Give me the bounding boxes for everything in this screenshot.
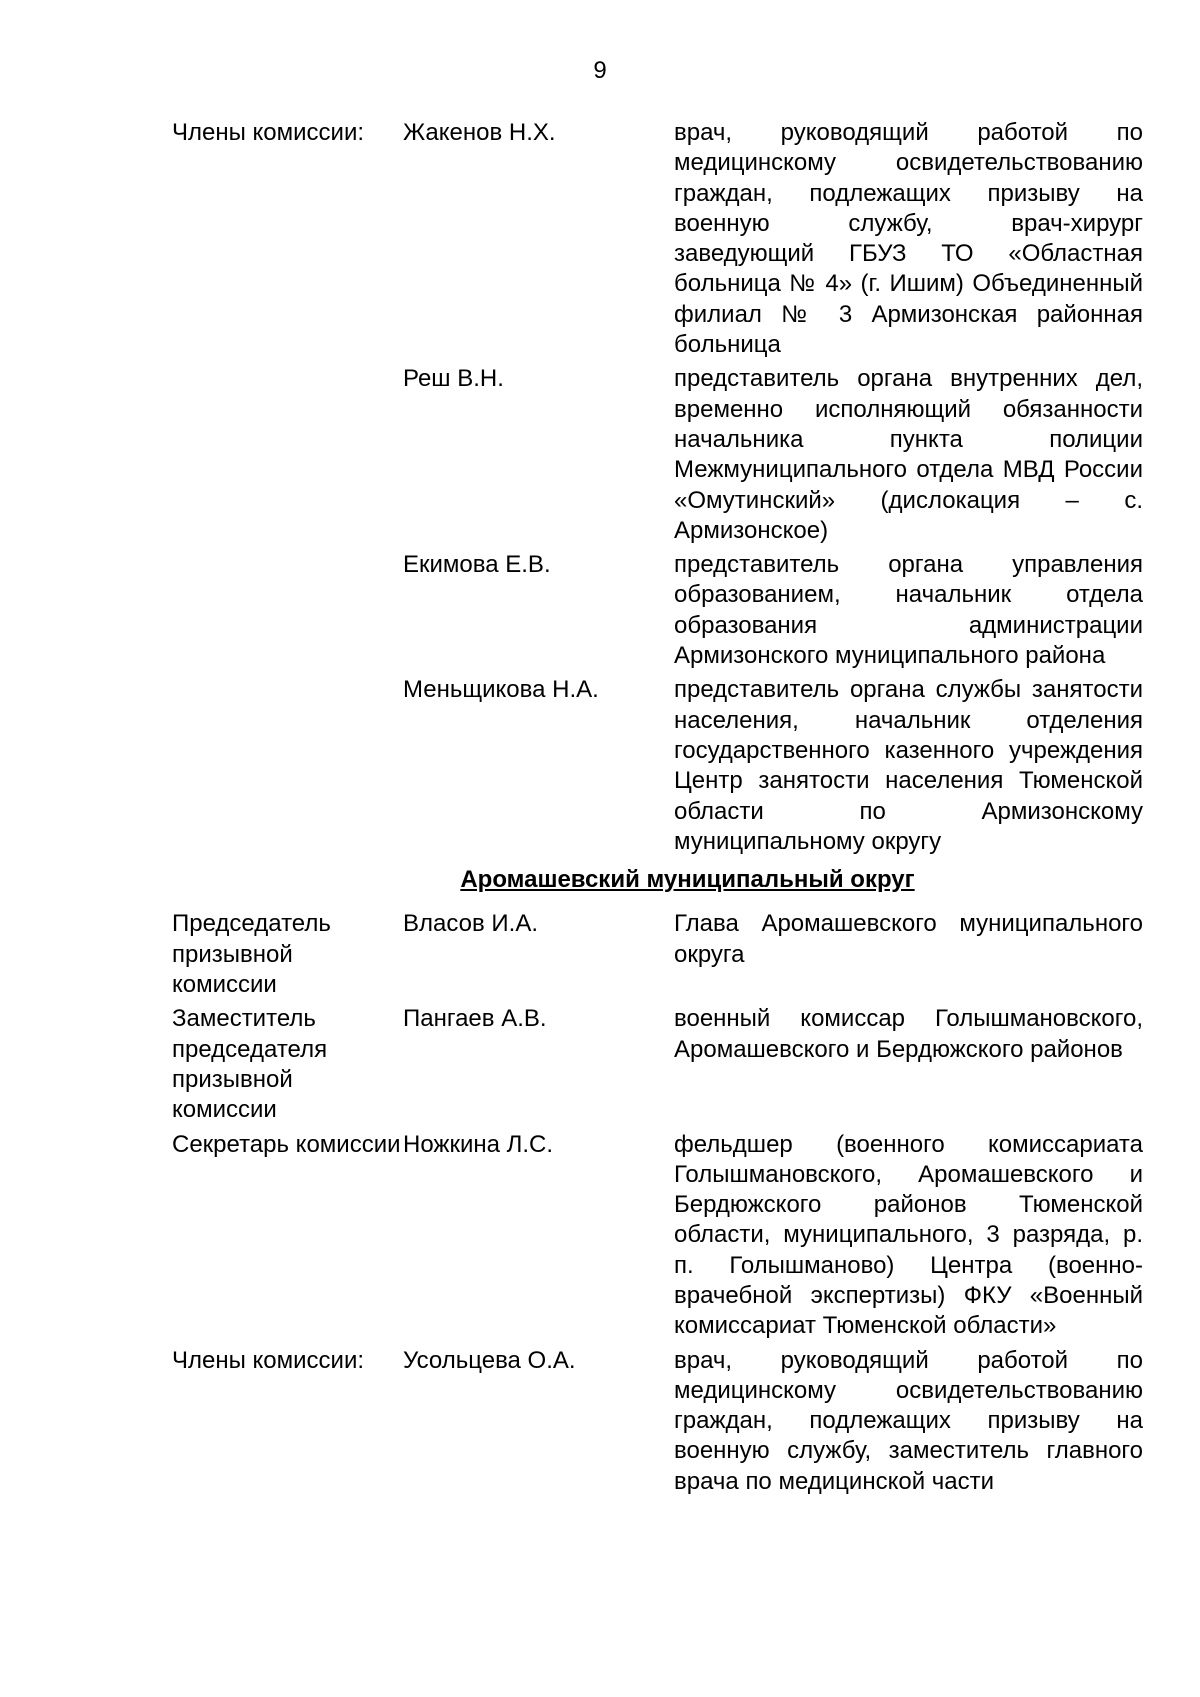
member-name: Усольцева О.А. — [403, 1346, 576, 1374]
member-row — [172, 118, 1143, 360]
member-row — [172, 675, 1143, 857]
member-description: военный комиссар Голышмановского, Аромашевского и Бердюжского районов — [674, 1005, 1143, 1063]
member-name: Меньщикова Н.А. — [403, 676, 599, 704]
member-name: Жакенов Н.Х. — [403, 119, 556, 146]
commission-list — [172, 118, 1143, 1501]
member-description: врач, руководящий работой по медицинскому освидетельствованию граждан, подлежащих призыву на военную службу, заместитель главного врача по медицинской части — [674, 1346, 1143, 1495]
member-row — [172, 550, 1143, 671]
member-row — [172, 1004, 1143, 1125]
member-row — [172, 909, 1143, 1000]
member-description: представитель органа службы занятости населения, начальник отделения государственного казенного учреждения Центр занятости населения Тюменской области по Армизонскому муниципальному округу — [674, 676, 1143, 855]
member-role: Заместитель председателя призывной комиссии — [172, 1005, 328, 1124]
member-row — [172, 364, 1143, 546]
member-role: Члены комиссии: — [172, 1346, 365, 1374]
member-name: Власов И.А. — [403, 910, 538, 938]
member-row — [172, 1130, 1143, 1342]
member-name: Ножкина Л.С. — [403, 1130, 554, 1158]
member-name: Реш В.Н. — [403, 365, 504, 393]
member-name: Екимова Е.В. — [403, 551, 551, 579]
member-description: представитель органа управления образованием, начальник отдела образования администрации Армизонского муниципального района — [674, 551, 1143, 670]
member-role: Секретарь комиссии — [172, 1130, 401, 1158]
member-name: Пангаев А.В. — [403, 1005, 547, 1033]
member-row — [172, 1346, 1143, 1497]
member-description: фельдшер (военного комиссариата Голышмановского, Аромашевского и Бердюжского районов Тюменской области, муниципального, 3 разряда, р. п. Голышманово) Центра (военно-врачебной экспертизы) ФКУ «Военный комиссариат Тюменской области» — [674, 1130, 1143, 1340]
member-role: Председатель призывной комиссии — [172, 910, 331, 999]
member-description: представитель органа внутренних дел, временно исполняющий обязанности начальника пункта полиции Межмуниципального отдела МВД России «Омутинский» (дислокация – с. Армизонское) — [674, 365, 1143, 544]
member-description: Глава Аромашевского муниципального округа — [674, 910, 1143, 968]
member-role: Члены комиссии: — [172, 119, 365, 146]
member-description: врач, руководящий работой по медицинскому освидетельствованию граждан, подлежащих призыву на военную службу, врач-хирург заведующий ГБУЗ ТО «Областная больница № 4» (г. Ишим) Объединенный филиал № 3 Армизонская районная больница — [674, 119, 1143, 359]
section-title: Аромашевский муниципальный округ — [460, 866, 915, 894]
page-number: 9 — [593, 57, 607, 84]
